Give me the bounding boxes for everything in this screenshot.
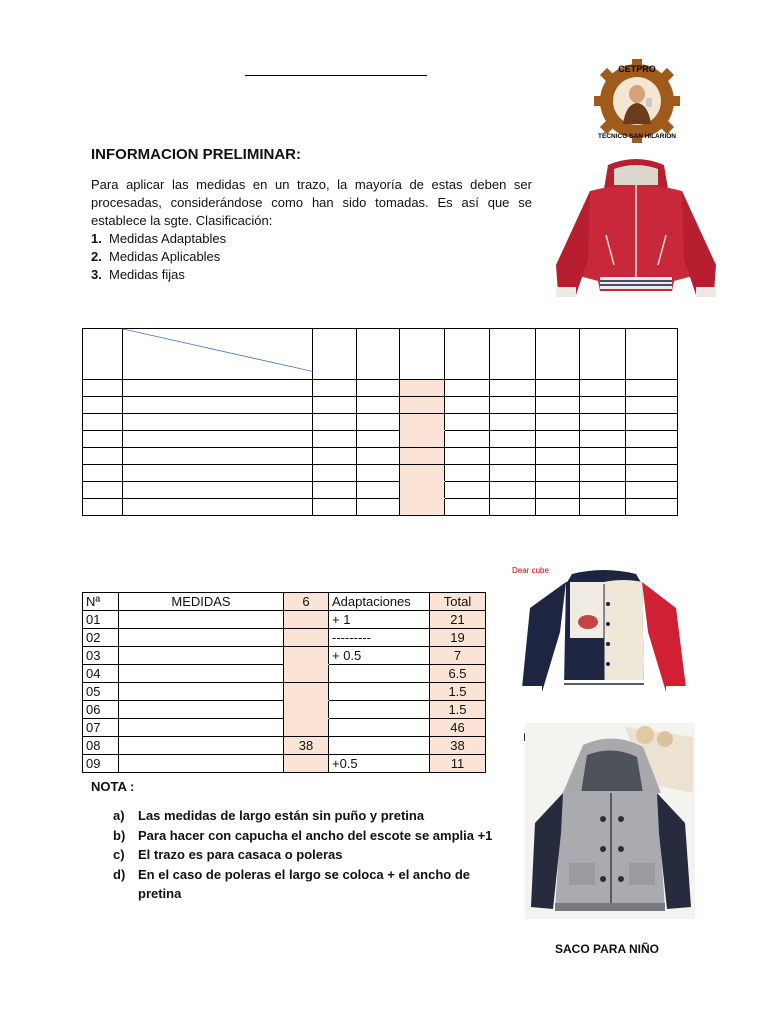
list-item: a) Las medidas de largo están sin puño y pretina — [113, 808, 425, 823]
list-item: b) Para hacer con capucha el ancho del escote se amplia +1 — [113, 827, 493, 843]
table-row: 08 38 38 — [83, 737, 486, 755]
measurement-table-blank — [82, 328, 678, 516]
diagonal-header-cell — [122, 329, 312, 380]
table-row — [83, 499, 678, 516]
table-row: 01 + 1 21 — [83, 611, 486, 629]
table-row: 06 1.5 — [83, 701, 486, 719]
list-item: 1. Medidas Adaptables — [91, 231, 227, 246]
header-size: 6 — [284, 593, 329, 611]
logo-bottom-text: TÉCNICO SAN HILARIÓN — [598, 133, 676, 140]
table-row — [83, 465, 678, 482]
table-row — [83, 448, 678, 465]
list-item: 3. Medidas fijas — [91, 267, 185, 282]
header-number: Nª — [83, 593, 119, 611]
jacket-image-label: Dear cube — [512, 566, 549, 575]
list-item: c) El trazo es para casaca o poleras — [113, 847, 343, 862]
classification-list — [91, 230, 226, 284]
varsity-jacket-image — [520, 568, 688, 698]
section-heading: INFORMACION PRELIMINAR: — [91, 146, 301, 163]
cetpro-logo — [590, 58, 684, 144]
table-row: 05 1.5 — [83, 683, 486, 701]
table-row — [83, 380, 678, 397]
red-jacket-image — [548, 155, 724, 301]
notes-list — [113, 806, 513, 904]
list-item: 2. Medidas Aplicables — [91, 249, 221, 264]
table-row — [83, 414, 678, 431]
table-row: 09 +0.5 11 — [83, 755, 486, 773]
table-row: 03 + 0.5 7 — [83, 647, 486, 665]
table-header-row — [83, 593, 486, 611]
table-row — [83, 482, 678, 499]
table-row — [83, 329, 678, 380]
header-adaptaciones: Adaptaciones — [329, 593, 430, 611]
intro-paragraph: Para aplicar las medidas en un trazo, la mayoría de estas deben ser procesadas, considerándose como han sido tomadas. Es así que se establece la sgte. Clasificación: — [91, 177, 532, 228]
table-row — [83, 397, 678, 414]
grey-hooded-jacket-image — [525, 723, 695, 919]
list-item: d) En el caso de poleras el largo se coloca + el ancho de pretina — [113, 866, 470, 901]
title-underline — [245, 75, 427, 76]
header-medidas: MEDIDAS — [119, 593, 284, 611]
nota-label: NOTA : — [91, 779, 135, 794]
diagonal-line — [123, 329, 313, 379]
table-row — [83, 431, 678, 448]
table-row: 04 6.5 — [83, 665, 486, 683]
header-total: Total — [430, 593, 486, 611]
logo-top-text: CETPRO — [618, 64, 656, 74]
image-caption: SACO PARA NIÑO — [555, 942, 660, 956]
table-row: 07 46 — [83, 719, 486, 737]
measurement-table — [82, 592, 486, 773]
table-row: 02 --------- 19 — [83, 629, 486, 647]
